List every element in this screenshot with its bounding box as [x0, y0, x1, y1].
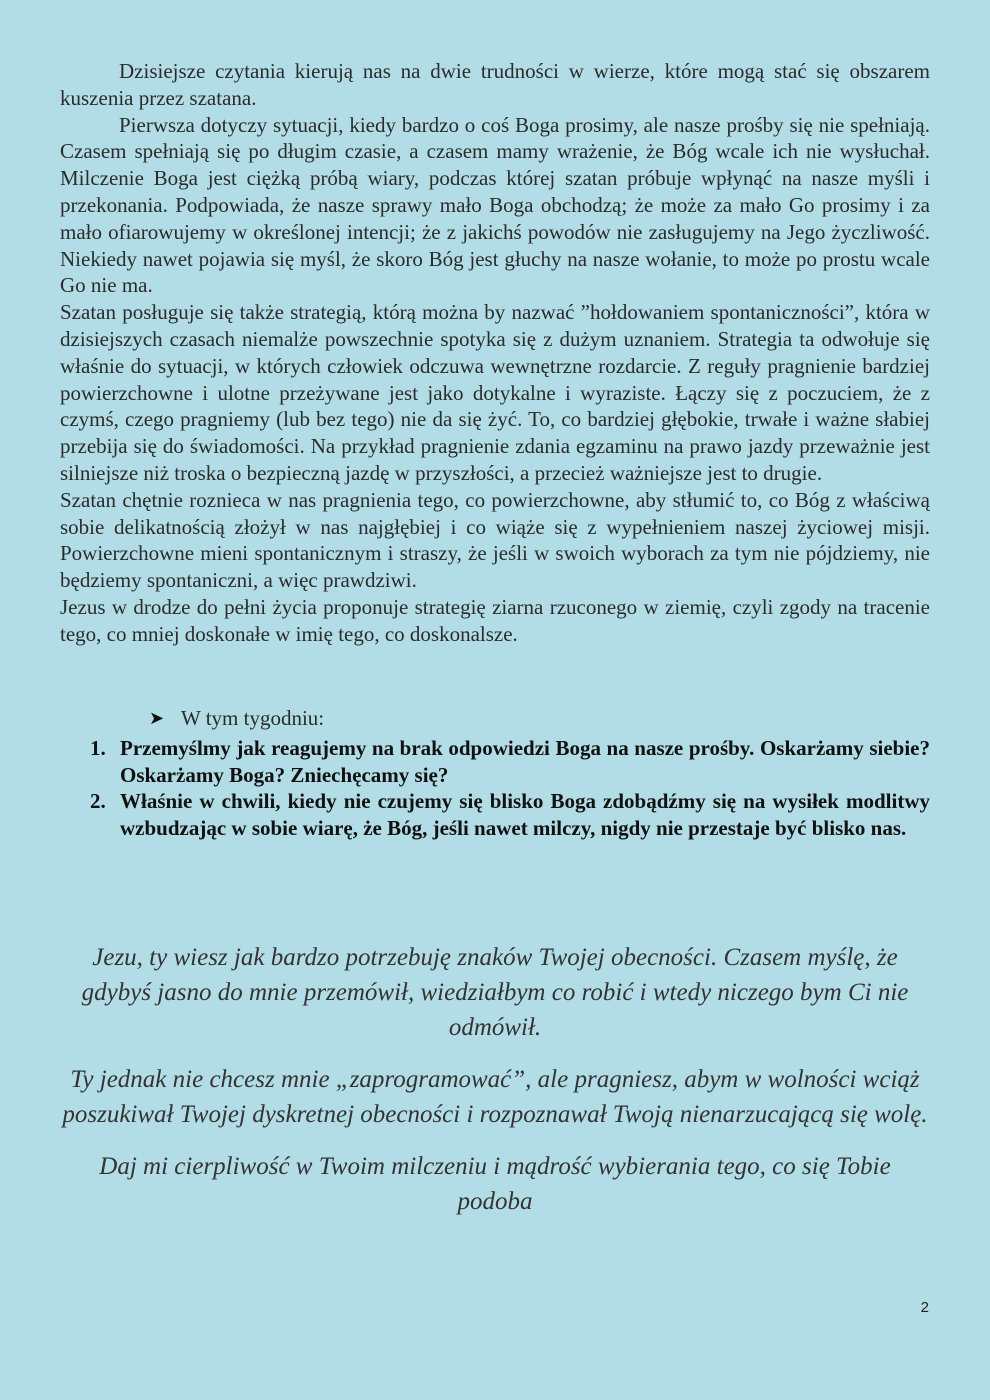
paragraph-jesus-strategy: Jezus w drodze do pełni życia proponuje strategię ziarna rzuconego w ziemię, czyli zgody na tracenie tego, co mniej doskonałe w imię tego, co doskonalsze.: [60, 594, 930, 646]
list-item-text: Przemyślmy jak reagujemy na brak odpowiedzi Boga na nasze prośby. Oskarżamy siebie? Oskarżamy Boga? Zniechęcamy się?: [120, 735, 930, 787]
week-section: [60, 705, 930, 842]
paragraph-satan-desires: Szatan chętnie roznieca w nas pragnienia tego, co powierzchowne, aby stłumić to, co Bóg z właściwą sobie delikatnością złożył w nas najgłębiej i co wiąże się z wypełnieniem naszej życiowej misji. Powierzchowne mieni spontanicznym i straszy, że jeśli w swoich wyborach za tym nie pójdziemy, nie będziemy spontaniczni, a więc prawdziwi.: [60, 487, 930, 593]
arrow-bullet-icon: ➤: [149, 708, 165, 728]
paragraph-intro: Dzisiejsze czytania kierują nas na dwie trudności w wierze, które mogą stać się obszarem kuszenia przez szatana.: [60, 59, 930, 110]
week-heading: W tym tygodniu:: [181, 706, 325, 730]
paragraph-first-difficulty: Pierwsza dotyczy sytuacji, kiedy bardzo o coś Boga prosimy, ale nasze prośby się nie spełniają. Czasem spełniają się po długim czasie, a czasem mamy wrażenie, że Bóg wcale ich nie wysłuchał. Milczenie Boga jest ciężką próbą wiary, podczas której szatan próbuje wpłynąć na nasze myśli i przekonania. Podpowiada, że nasze sprawy mało Boga obchodzą; że może za mało Go prosimy i za mało ofiarowujemy w określonej intencji; że z jakichś powodów nie zasługujemy na Jego życzliwość. Niekiedy nawet pojawia się myśl, że skoro Bóg jest głuchy na nasze wołanie, to może po prostu wcale Go nie ma.: [60, 112, 930, 298]
prayer-paragraph: Jezu, ty wiesz jak bardzo potrzebuję znaków Twojej obecności. Czasem myślę, że gdybyś jasno do mnie przemówił, wiedziałbym co robić i wtedy niczego bym Ci nie odmówił.: [81, 944, 909, 1041]
prayer-section: [60, 940, 930, 1236]
body-text: [60, 58, 930, 648]
list-item: [60, 788, 930, 842]
list-item-number: 1.: [90, 735, 106, 760]
paragraph-spontaneity: Szatan posługuje się także strategią, którą można by nazwać ”hołdowaniem spontaniczności”, która w dzisiejszych czasach niemalże powszechnie spotyka się z dużym uznaniem. Strategia ta odwołuje się właśnie do sytuacji, w których człowiek odczuwa wewnętrzne rozdarcie. Z reguły pragnienie bardziej powierzchowne i ulotne przeżywane jest jako dotykalne i wyraziste. Łączy się z poczuciem, że z czymś, czego pragniemy (lub bez tego) nie da się żyć. To, co bardziej głębokie, trwałe i ważne słabiej przebija się do świadomości. Na przykład pragnienie zdania egzaminu na prawo jazdy przeważnie jest silniejsze niż troska o bezpieczną jazdę w przyszłości, a przecież ważniejsze jest to drugie.: [60, 300, 930, 485]
prayer-paragraph: Daj mi cierpliwość w Twoim milczeniu i mądrość wybierania tego, co się Tobie podoba: [99, 1153, 891, 1215]
prayer-paragraph: Ty jednak nie chcesz mnie „zaprogramować”, ale pragniesz, abym w wolności wciąż poszukiwał Twojej dyskretnej obecności i rozpoznawał Twoją nienarzucającą się wolę.: [62, 1066, 928, 1128]
list-item-number: 2.: [90, 789, 106, 814]
week-heading-row: [149, 705, 930, 732]
list-item: [60, 735, 930, 789]
list-item-text: Właśnie w chwili, kiedy nie czujemy się blisko Boga zdobądźmy się na wysiłek modlitwy wzbudzając w sobie wiarę, że Bóg, jeśli nawet milczy, nigdy nie przestaje być blisko nas.: [120, 789, 930, 841]
page-number: 2: [920, 1299, 929, 1316]
week-task-list: [60, 735, 930, 842]
